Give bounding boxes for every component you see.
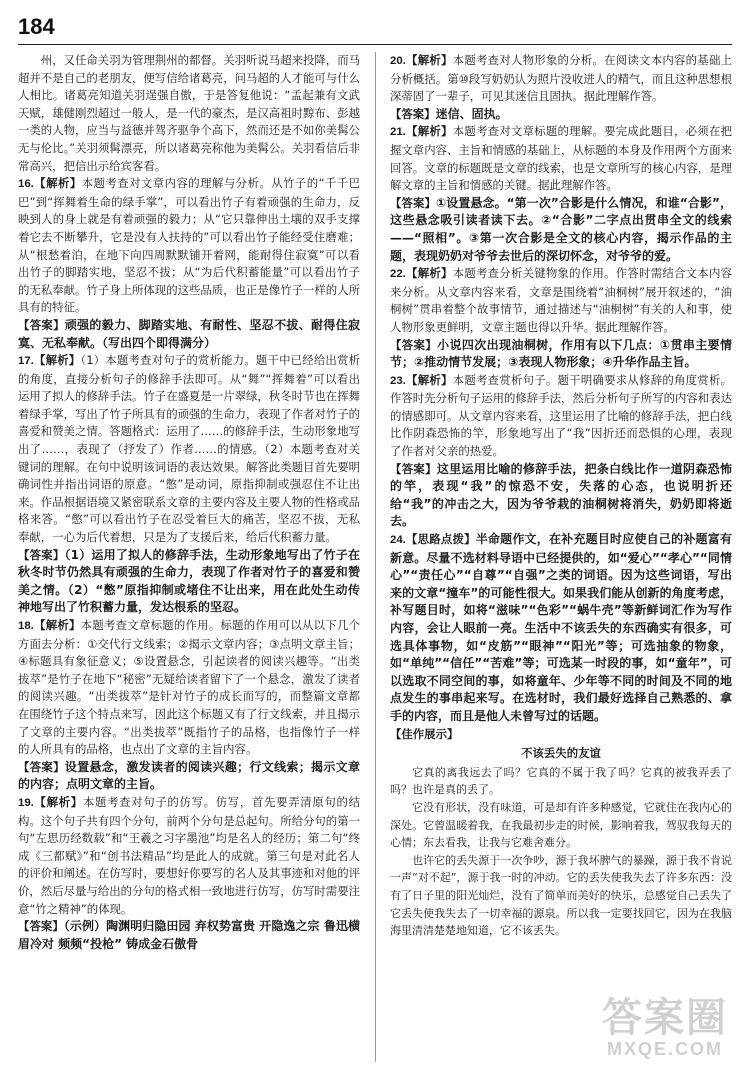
item-text: 本题考查文章标题的作用。标题的作用可以从以下几个方面去分析：①交代行文线索；②揭示文章内容；③点明文章主旨；④标题具有象征意义；⑤设置悬念，引起读者的阅读兴趣等。“出类拔萃”是竹子在地下“秘密”无疑给读者留下了一个悬念，激发了读者的阅读兴趣。“出类拔萃”是针对竹子的成长而写的，而整篇文章都在围绕竹子这个特点来写，因此这个标题又有了行文线索，并且揭示了文章的主要内容。“出类拔萃”既指竹子的品格，也指像竹子一样的人所具有的品格，也点出了文章的主旨内容。: [18, 618, 360, 757]
question-item: [18, 794, 360, 918]
question-number: 23.: [390, 374, 406, 387]
essay-title: 不该丢失的友谊: [521, 746, 601, 761]
question-number: 16.: [18, 178, 34, 191]
question-item: [18, 617, 360, 759]
question-number: 21.: [390, 126, 406, 139]
question-item: [18, 352, 360, 547]
item-text: 本题考查分析关键物象的作用。作答时需结合文本内容来分析。从文章内容来看，文章是围绕着“油桐树”展开叙述的，“油桐树”贯串着整个故事情节，通过描述与“油桐树”有关的人和事，使人物形象更鲜明，文章主题也得以升华。据此理解作答。: [390, 266, 732, 334]
question-item: [390, 123, 732, 194]
question-number: 19.: [18, 796, 34, 809]
item-text: ①设置悬念。“第一次”合影是什么情况，和谁“合影”，这些悬念吸引读者读下去。②“合影”二字点出贯串全文的线索——“照相”。③第一次合影是全文的核心内容，揭示作品的主题，表现奶奶对爷爷去世后的深切怀念，对爷爷的爱。: [390, 195, 732, 263]
essay-paragraph: 也许它的丢失源于一次争吵，源于我坏脾气的暴躁，源于我不肯说一声“对不起”，源于我一时的冲动。它的丢失使我失去了许多东西：没有了日子里的阳光灿烂，没有了简单而美好的快乐，总感觉自己丢失了它丢失使我失去了一切幸福的源泉。所以我一定要找回它，因为在我脑海里清清楚楚地知道，它不该丢失。: [390, 853, 732, 938]
page-number: 184: [18, 14, 55, 39]
answer-item: [390, 337, 732, 372]
answer-item: [18, 547, 360, 617]
item-text: 小说四次出现油桐树，作用有以下几点：①贯串主要情节；②推动情节发展；③表现人物形象；④升华作品主旨。: [390, 337, 732, 370]
question-number: 17.: [18, 355, 34, 368]
watermark-url: MXQE.COM: [606, 1039, 723, 1059]
essay-paragraph: 它没有形状，没有味道，可是却有许多种感觉，它就住在我内心的深处。它曾温暖着我，在我最初步走的时候，影响着我，驾驭我每天的心情；东去看我，让我与它难舍难分。: [390, 800, 732, 850]
item-text: （示例）陶渊明归隐田园 弃权势富贵 开隐逸之宗 鲁迅横眉冷对 频频“投枪” 铸成金石傲骨: [18, 919, 360, 951]
section-tag: 【解析】: [33, 794, 83, 809]
item-text: 本题考查对人物形象的分析。在阅读文本内容的基础上分析概括。第⑩段写奶奶认为照片没收进人的精气，而且这种思想根深蒂固了一辈子，可见其迷信且固执。据此理解作答。: [390, 53, 732, 104]
section-tag: 【答案】: [18, 317, 65, 332]
item-text: （1）本题考查对句子的赏析能力。题干中已经给出赏析的角度，直接分析句子的修辞手法即可。从“舞”“挥舞着”可以看出运用了拟人的修辞手法。竹子在盛夏是一片翠绿，秋冬时节也在挥舞着绿手掌，写出了竹子所具有的顽强的生命力，表现了作者对竹子的喜爱和赞美之情。答题格式：运用了……的修辞手法，生动形象地写出了……，表现了（抒发了）作者……的情感。（2）本题考查对关键词的理解。在句中说明该词语的表达效果。解答此类题目首先要明确词性并指出词语的原意。“憋”是动词，原指抑制或强忍住不让出来。作品根据语境又紧密联系文章的主要内容及主要人物的性格或品格来答。“憋”可以看出竹子在忍受着巨大的痛苦，坚忍不拔，无私奉献，一心为后代着想，只是为了支援后来，给后代积蓄力量。: [18, 353, 360, 545]
answer-item: [390, 461, 732, 531]
section-tag: 【佳作展示】: [390, 726, 459, 741]
section-tag: 【解析】: [33, 618, 81, 632]
section-tag: 【答案】: [390, 461, 437, 476]
section-tag: 【解析】: [33, 176, 82, 191]
section-tag: 【答案】: [390, 106, 436, 121]
section-tag: 【答案】: [390, 195, 436, 210]
item-text: 设置悬念，激发读者的阅读兴趣；行文线索；揭示文章的内容；点明文章的主旨。: [18, 759, 360, 792]
section-tag: 【解析】: [405, 53, 453, 67]
item-text: （1）运用了拟人的修辞手法，生动形象地写出了竹子在秋冬时节仍然具有顽强的生命力，表现了作者对竹子的喜爱和赞美之情。（2）“憋”原指抑制或堵住不让出来，用在此处生动传神地写出了竹积蓄力量，发达根系的坚忍。: [18, 547, 360, 615]
section-tag: 【解析】: [405, 372, 453, 387]
section-tag: 【解析】: [405, 266, 453, 281]
item-text: 顽强的毅力、脚踏实地、有耐性、坚忍不拔、耐得住寂寞、无私奉献。（写出四个即得满分）: [18, 317, 360, 350]
question-number: 18.: [18, 620, 34, 632]
answer-item: [390, 106, 732, 124]
right-column: [390, 52, 732, 940]
answer-item: [390, 195, 732, 265]
section-tag: 【解析】: [405, 124, 453, 139]
question-item: [390, 52, 732, 106]
item-text: 本题考查对文章标题的理解。要完成此题目，必须在把握文章内容、主旨和情感的基础上，从标题的本身及作用两个方面来回答。文章的标题既是文章的线索，也是文章所写的核心内容，是理解文章的主旨和情感的关键。据此理解作答。: [390, 124, 732, 193]
answer-item: [18, 759, 360, 794]
text-item: [390, 726, 732, 744]
question-item: [390, 265, 732, 336]
section-tag: 【答案】: [18, 759, 65, 774]
section-tag: 【解析】: [33, 353, 81, 368]
model-essay: [390, 745, 732, 940]
question-number: 22.: [390, 268, 406, 281]
item-text: 本题考查对句子的仿写。仿写，首先要弄清原句的结构。这个句子共有四个分句，前两个分句是总起句。所给分句的第一句“左思历经数载”和“王羲之习字墨池”均是名人的经历；第二句“终成《三都赋》”和“创书法精品”均是此人的成就。第三句是对此名人的评价和阐述。在仿写时，要想好你要写的名人及其事迹和对他的评价，然后尽量与给出的分句的格式相一致地进行仿写，仿写时需要注意“竹之精神”的体现。: [18, 794, 360, 916]
question-item: [18, 175, 360, 317]
section-tag: 【思路点拨】: [405, 532, 476, 547]
question-number: 24.: [390, 534, 406, 547]
question-item: [390, 531, 732, 726]
item-text: 半命题作文，在补充题目时应使自己的补题富有新意。尽量不选材料导语中已经提供的，如“爱心”“孝心”“同情心”“责任心”“自尊”“自强”之类的词语。因为这些词语，写出来的文章“撞车”的可能性很大。如果我们能从创新的角度考虑，补写题目时，如将“滋味”“色彩”“蜗牛壳”等新鲜词汇作为写作内容，会让人眼前一亮。生活中不该丢失的东西确实有很多，可选具体事物，如“皮筋”“眼神”“阳光”等；可选抽象的物象，如“单纯”“信任”“苦难”等；可选某一时段的事，如“童年”，可以选取不同空间的事，如将童年、少年等不同的时间及不同的地点发生的事串起来写。在选材时，我们最好选择自己熟悉的、拿手的内容，而且是他人未曾写过的话题。: [390, 532, 732, 723]
essay-paragraph: 它真的离我远去了吗？它真的不属于我了吗？它真的被我弄丢了吗？也许是真的丢了。: [390, 765, 732, 797]
text-item: [18, 52, 360, 175]
watermark-logo: [602, 997, 728, 1060]
right-column-items: [390, 52, 732, 743]
question-item: [390, 372, 732, 461]
question-number: 20.: [390, 55, 406, 67]
item-text: 本题考查赏析句子。题干明确要求从修辞的角度赏析。作答时先分析句子运用的修辞手法，然后分析句子所写的内容和表达的情感即可。从文章内容来看，这里运用了比喻的修辞手法，把白线比作阴森恐怖的竿，形象地写出了“我”因折还而恐惧的心理，表现了作者对父亲的热爱。: [390, 372, 732, 459]
item-text: 这里运用比喻的修辞手法，把条白线比作一道阴森恐怖的竿，表现“我”的惊恐不安，失落的心态，也说明折还给“我”的冲击之大，因为爷爷栽的油桐树将消失，奶奶即将逝去。: [390, 461, 732, 529]
section-tag: 【答案】: [18, 919, 64, 934]
item-text: 本题考查对文章内容的理解与分析。从竹子的“千千巴巴”到“挥舞着生命的绿手掌”，可以看出竹子有着顽强的生命力，反映到人的身上就是有着顽强的毅力；从“它只靠伸出土壤的双手支撑着它去不断攀升，它是没有人扶持的”可以看出竹子能经受住磨难；从“根愁着泊，在地下向四周默默铺开着网，能耐得住寂寞”可以看出竹子的脚踏实地，坚忍不拔；从“为后代积蓄能量”可以看出竹子的无私奉献。竹子身上所体现的这些品质，也正是像竹子一样的人所具有的特征。: [18, 176, 360, 315]
answer-item: [18, 918, 360, 953]
section-tag: 【答案】: [390, 337, 438, 352]
column-divider: [375, 52, 376, 1062]
section-tag: 【答案】: [18, 547, 65, 562]
item-text: 州，又任命关羽为管理荆州的都督。关羽听说马超来投降，而马超并不是自己的老朋友，便写信给诸葛亮，问马超的人才能可与什么人相比。诸葛亮知道关羽逞强自傲，于是答复他说：“孟起兼有文武天赋，雄健刚烈超过一般人，是一代的豪杰，是汉高祖时黥布、彭越一类的人物，应当与益德并驾齐驱争个高下，然而还是不如你美髯公无与伦比。”关羽须髯漂亮，所以诸葛亮称他为美髯公。关羽看信后非常高兴，把信出示给宾客看。: [18, 53, 360, 173]
header-rule: [18, 44, 732, 45]
item-text: 迷信、固执。: [435, 106, 508, 121]
answer-item: [18, 317, 360, 352]
watermark-title: 答案圈: [602, 996, 728, 1040]
left-column: [18, 52, 360, 953]
